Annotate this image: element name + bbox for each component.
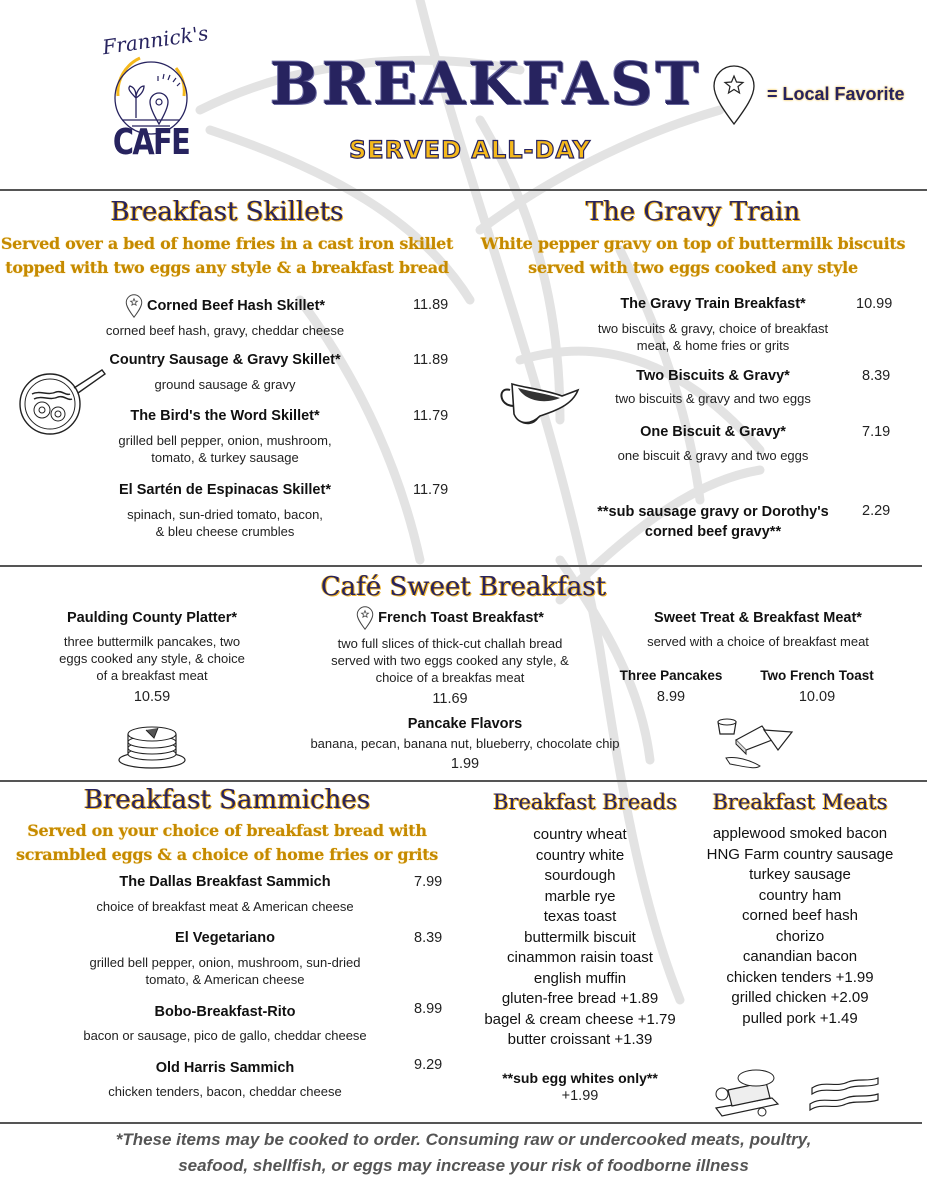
divider xyxy=(0,1122,922,1124)
item-description: grilled bell pepper, onion, mushroom, xyxy=(118,433,332,448)
egg-note-price: +1.99 xyxy=(561,1088,599,1104)
item-description: served with two eggs cooked any style, & xyxy=(331,653,569,668)
item-name: The Dallas Breakfast Sammich xyxy=(119,874,331,890)
list-item: marble rye xyxy=(544,887,616,905)
menu-item-pancake-flavors xyxy=(270,716,660,772)
french-toast-illustration xyxy=(716,716,798,770)
list-item: english muffin xyxy=(533,969,627,987)
menu-item xyxy=(580,296,900,354)
divider xyxy=(0,780,927,782)
bacon-illustration xyxy=(808,1074,880,1114)
legend-label: = Local Favorite xyxy=(767,84,905,104)
menu-item xyxy=(60,874,460,915)
list-item: chicken tenders +1.99 xyxy=(726,968,874,986)
menu-item-french-toast xyxy=(300,606,600,707)
subtitle-line: White pepper gravy on top of buttermilk biscuits xyxy=(480,234,906,253)
item-description: tomato, & American cheese xyxy=(145,972,305,987)
item-description: served with a choice of breakfast meat xyxy=(647,634,869,649)
item-name: Paulding County Platter* xyxy=(67,610,237,626)
divider xyxy=(0,189,927,191)
logo-script: Frannick's xyxy=(100,20,210,60)
sub-note-line: **sub sausage gravy or Dorothy's xyxy=(597,504,829,520)
list-item: country wheat xyxy=(533,826,627,843)
egg-white-note xyxy=(470,1070,690,1104)
list-item: turkey sausage xyxy=(749,866,851,883)
section-title-breads: Breakfast Breads xyxy=(493,790,677,814)
item-price: 2.29 xyxy=(862,503,891,519)
item-description: meat, & home fries or grits xyxy=(636,338,790,353)
item-name: The Gravy Train Breakfast* xyxy=(620,296,806,312)
item-description: eggs cooked any style, & choice xyxy=(59,651,245,666)
item-description: tomato, & turkey sausage xyxy=(151,450,299,465)
item-description: two biscuits & gravy and two eggs xyxy=(615,391,811,406)
section-title-sweet: Café Sweet Breakfast xyxy=(320,572,607,602)
section-subtitle-gravy xyxy=(468,232,918,280)
list-item: country ham xyxy=(758,886,842,904)
item-description: & bleu cheese crumbles xyxy=(155,524,295,539)
item-name: Corned Beef Hash Skillet* xyxy=(146,297,326,314)
list-item: HNG Farm country sausage xyxy=(706,845,894,863)
star-pin-icon xyxy=(356,606,374,630)
item-price: 9.29 xyxy=(414,1057,443,1073)
item-name: Pancake Flavors xyxy=(407,716,523,732)
star-pin-icon xyxy=(712,64,756,126)
item-name: Sweet Treat & Breakfast Meat* xyxy=(654,610,862,626)
item-name: French Toast Breakfast* xyxy=(378,609,544,626)
breads-list xyxy=(470,825,690,1051)
menu-item-paulding xyxy=(32,610,272,705)
subtitle-line: Served on your choice of breakfast bread with xyxy=(27,821,427,840)
menu-item xyxy=(90,482,450,540)
list-item: cinammon raisin toast xyxy=(507,949,653,966)
section-subtitle-skillets xyxy=(0,232,454,280)
item-description: ground sausage & gravy xyxy=(154,377,296,392)
item-name: Bobo-Breakfast-Rito xyxy=(154,1004,296,1020)
item-price: 8.39 xyxy=(414,930,443,946)
option-name: Three Pancakes xyxy=(619,668,723,683)
menu-item xyxy=(90,408,450,466)
item-price: 8.99 xyxy=(414,1001,443,1017)
option-name: Two French Toast xyxy=(760,668,874,683)
gravy-boat-illustration xyxy=(496,372,582,436)
subtitle-line: served with two eggs cooked any style xyxy=(528,258,858,277)
menu-item xyxy=(90,294,450,339)
list-item: chorizo xyxy=(775,927,825,945)
item-price: 7.99 xyxy=(414,874,443,890)
item-description: two biscuits & gravy, choice of breakfast xyxy=(597,321,829,336)
list-item: pulled pork +1.49 xyxy=(742,1009,858,1027)
list-item: canandian bacon xyxy=(742,948,858,965)
item-description: grilled bell pepper, onion, mushroom, sun-dried xyxy=(89,955,361,970)
item-description: chicken tenders, bacon, cheddar cheese xyxy=(108,1084,342,1099)
star-pin-icon xyxy=(125,294,143,318)
item-price: 11.69 xyxy=(432,691,468,707)
menu-item xyxy=(580,424,900,464)
item-price: 11.89 xyxy=(413,297,449,313)
item-price: 7.19 xyxy=(862,424,891,440)
list-item: bagel & cream cheese +1.79 xyxy=(484,1010,676,1028)
section-title-skillets: Breakfast Skillets xyxy=(110,197,344,227)
section-title-sammiches: Breakfast Sammiches xyxy=(83,785,371,815)
item-description: two full slices of thick-cut challah bread xyxy=(337,636,563,651)
divider xyxy=(0,565,922,567)
item-price: 11.79 xyxy=(413,482,449,498)
item-price: 8.39 xyxy=(862,368,891,384)
item-description: choice of breakfast meat & American cheese xyxy=(96,899,354,914)
food-safety-disclaimer xyxy=(0,1127,927,1179)
item-name: Two Biscuits & Gravy* xyxy=(636,368,790,384)
menu-item xyxy=(60,930,460,988)
subtitle-line: Served over a bed of home fries in a cast iron skillet xyxy=(0,234,454,253)
page-title: BREAKFAST xyxy=(270,50,702,118)
meats-list xyxy=(688,824,912,1029)
list-item: applewood smoked bacon xyxy=(712,825,888,842)
list-item: corned beef hash xyxy=(742,907,858,924)
item-name: One Biscuit & Gravy* xyxy=(640,424,786,440)
section-title-meats: Breakfast Meats xyxy=(712,790,888,814)
disclaimer-line: *These items may be cooked to order. Consuming raw or undercooked meats, poultry, xyxy=(115,1130,812,1149)
section-title-gravy: The Gravy Train xyxy=(585,197,801,227)
item-description: corned beef hash, gravy, cheddar cheese xyxy=(105,323,345,338)
item-description: banana, pecan, banana nut, blueberry, chocolate chip xyxy=(310,736,620,751)
item-name: The Bird's the Word Skillet* xyxy=(130,408,320,424)
item-name: Old Harris Sammich xyxy=(155,1060,295,1076)
item-description: bacon or sausage, pico de gallo, cheddar cheese xyxy=(83,1028,367,1043)
item-description: one biscuit & gravy and two eggs xyxy=(617,448,809,463)
section-subtitle-sammiches xyxy=(0,819,454,867)
item-description: of a breakfast meat xyxy=(96,668,208,683)
option-price: 8.99 xyxy=(656,689,686,705)
treat-option xyxy=(611,668,731,705)
subtitle-line: topped with two eggs any style & a breakfast bread xyxy=(5,258,449,277)
logo-word: CAFE xyxy=(112,122,190,163)
legend xyxy=(712,64,922,126)
list-item: butter croissant +1.39 xyxy=(507,1031,653,1048)
subtitle-line: scrambled eggs & a choice of home fries or grits xyxy=(15,845,438,864)
item-description: choice of a breakfas meat xyxy=(375,670,525,685)
menu-item xyxy=(580,368,900,407)
item-name: El Sartén de Espinacas Skillet* xyxy=(119,482,331,498)
item-description: three buttermilk pancakes, two xyxy=(63,634,241,649)
item-price: 11.89 xyxy=(413,352,449,368)
item-price: 1.99 xyxy=(450,756,480,772)
menu-item-sweet-treat xyxy=(608,610,908,650)
skillet-illustration xyxy=(16,366,108,438)
list-item: buttermilk biscuit xyxy=(524,928,636,946)
treat-option xyxy=(752,668,882,705)
item-price: 11.79 xyxy=(413,408,449,424)
disclaimer-line: seafood, shellfish, or eggs may increase your risk of foodborne illness xyxy=(178,1156,749,1175)
page-subtitle: SERVED ALL-DAY xyxy=(348,136,592,164)
list-item: texas toast xyxy=(543,908,617,925)
menu-item xyxy=(90,352,450,393)
item-price: 10.99 xyxy=(856,296,893,312)
item-name: El Vegetariano xyxy=(175,930,275,946)
egg-note-label: **sub egg whites only** xyxy=(502,1070,658,1086)
item-description: spinach, sun-dried tomato, bacon, xyxy=(127,507,323,522)
option-price: 10.09 xyxy=(798,689,836,705)
item-price: 10.59 xyxy=(133,689,171,705)
list-item: grilled chicken +2.09 xyxy=(731,989,869,1006)
list-item: country white xyxy=(535,846,625,864)
breakfast-platter-illustration xyxy=(712,1068,786,1118)
menu-item xyxy=(60,1001,460,1044)
cafe-logo xyxy=(96,20,210,163)
menu-item xyxy=(60,1057,460,1100)
list-item: sourdough xyxy=(544,867,616,884)
sub-note-line: corned beef gravy** xyxy=(644,524,782,540)
item-name: Country Sausage & Gravy Skillet* xyxy=(109,352,341,368)
list-item: gluten-free bread +1.89 xyxy=(501,990,659,1007)
pancake-stack-illustration xyxy=(116,720,188,770)
gravy-sub-note xyxy=(580,502,900,542)
